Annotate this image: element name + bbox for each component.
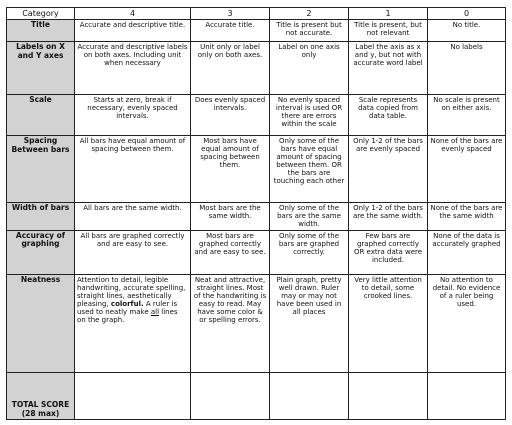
cell-neatness-0: No attention to detail. No evidence of a ruler being used. [428, 275, 506, 373]
header-level-4: 4 [75, 8, 191, 20]
row-spacing [7, 136, 506, 203]
cell-title-0: No title. [428, 20, 506, 42]
row-neatness [7, 275, 506, 373]
cell-scale-2: No evenly spaced interval is used OR there are errors within the scale [270, 95, 349, 136]
cell-spacing-3: Most bars have equal amount of spacing between them. [191, 136, 270, 203]
cell-total-4[interactable] [75, 373, 191, 420]
cell-labels-4: Accurate and descriptive labels on both axes. Including unit when necessary [75, 42, 191, 95]
header-category: Category [7, 8, 75, 20]
cell-labels-2: Label on one axis only [270, 42, 349, 95]
row-accuracy [7, 230, 506, 275]
row-header-width: Width of bars [7, 203, 75, 230]
row-header-title: Title [7, 20, 75, 42]
cell-labels-3: Unit only or label only on both axes. [191, 42, 270, 95]
neat-text-middle: A ruler is used to neatly make [77, 300, 178, 317]
cell-width-0: None of the bars are the same width [428, 203, 506, 230]
row-scale [7, 95, 506, 136]
cell-title-3: Accurate title. [191, 20, 270, 42]
row-header-scale: Scale [7, 95, 75, 136]
header-row [7, 8, 506, 20]
cell-total-3[interactable] [191, 373, 270, 420]
row-total [7, 373, 506, 420]
neat-text-bold: colorful. [110, 300, 144, 309]
cell-accuracy-1: Few bars are graphed correctly OR extra data were included. [349, 230, 428, 275]
row-width [7, 203, 506, 230]
cell-accuracy-3: Most bars are graphed correctly and are easy to see. [191, 230, 270, 275]
header-level-1: 1 [349, 8, 428, 20]
cell-title-2: Title is present but not accurate. [270, 20, 349, 42]
cell-width-2: Only some of the bars are the same width. [270, 203, 349, 230]
row-header-neatness: Neatness [7, 275, 75, 373]
cell-total-1[interactable] [349, 373, 428, 420]
row-header-spacing: Spacing Between bars [7, 136, 75, 203]
cell-scale-4: Starts at zero, break if necessary, evenly spaced intervals. [75, 95, 191, 136]
cell-width-3: Most bars are the same width. [191, 203, 270, 230]
header-level-0: 0 [428, 8, 506, 20]
header-level-2: 2 [270, 8, 349, 20]
cell-neatness-2: Plain graph, pretty well drawn. Ruler may or may not have been used in all places [270, 275, 349, 373]
cell-spacing-2: Only some of the bars have equal amount of spacing between them. OR the bars are touching each other [270, 136, 349, 203]
cell-neatness-3: Neat and attractive, straight lines. Most of the handwriting is easy to read. May have some color & or spelling errors. [191, 275, 270, 373]
cell-width-1: Only 1-2 of the bars are the same width. [349, 203, 428, 230]
row-header-accuracy: Accuracy of graphing [7, 230, 75, 275]
neat-text-underlined: all [150, 308, 160, 317]
row-header-total: TOTAL SCORE (28 max) [7, 373, 75, 420]
bar-graph-rubric-table [6, 7, 506, 420]
row-title [7, 20, 506, 42]
cell-labels-1: Label the axis as x and y, but not with accurate word label [349, 42, 428, 95]
cell-scale-1: Scale represents data copied from data table. [349, 95, 428, 136]
rubric-container [6, 7, 505, 420]
cell-labels-0: No labels [428, 42, 506, 95]
neat-text-before: Attention to detail, legible handwriting, accurate spelling, straight lines, aesthetically pleasing, [77, 276, 186, 309]
cell-neatness-4 [75, 275, 191, 373]
neat-text-after: lines on the graph. [77, 308, 178, 325]
cell-spacing-0: None of the bars are evenly spaced [428, 136, 506, 203]
cell-accuracy-4: All bars are graphed correctly and are easy to see. [75, 230, 191, 275]
cell-accuracy-2: Only some of the bars are graphed correctly. [270, 230, 349, 275]
cell-title-1: Title is present, but not relevant [349, 20, 428, 42]
cell-title-4: Accurate and descriptive title. [75, 20, 191, 42]
cell-total-0[interactable] [428, 373, 506, 420]
header-level-3: 3 [191, 8, 270, 20]
row-labels [7, 42, 506, 95]
cell-total-2[interactable] [270, 373, 349, 420]
cell-scale-3: Does evenly spaced intervals. [191, 95, 270, 136]
cell-neatness-1: Very little attention to detail, some crooked lines. [349, 275, 428, 373]
cell-width-4: All bars are the same width. [75, 203, 191, 230]
row-header-labels: Labels on X and Y axes [7, 42, 75, 95]
cell-scale-0: No scale is present on either axis. [428, 95, 506, 136]
cell-spacing-4: All bars have equal amount of spacing between them. [75, 136, 191, 203]
cell-spacing-1: Only 1-2 of the bars are evenly spaced [349, 136, 428, 203]
cell-accuracy-0: None of the data is accurately graphed [428, 230, 506, 275]
